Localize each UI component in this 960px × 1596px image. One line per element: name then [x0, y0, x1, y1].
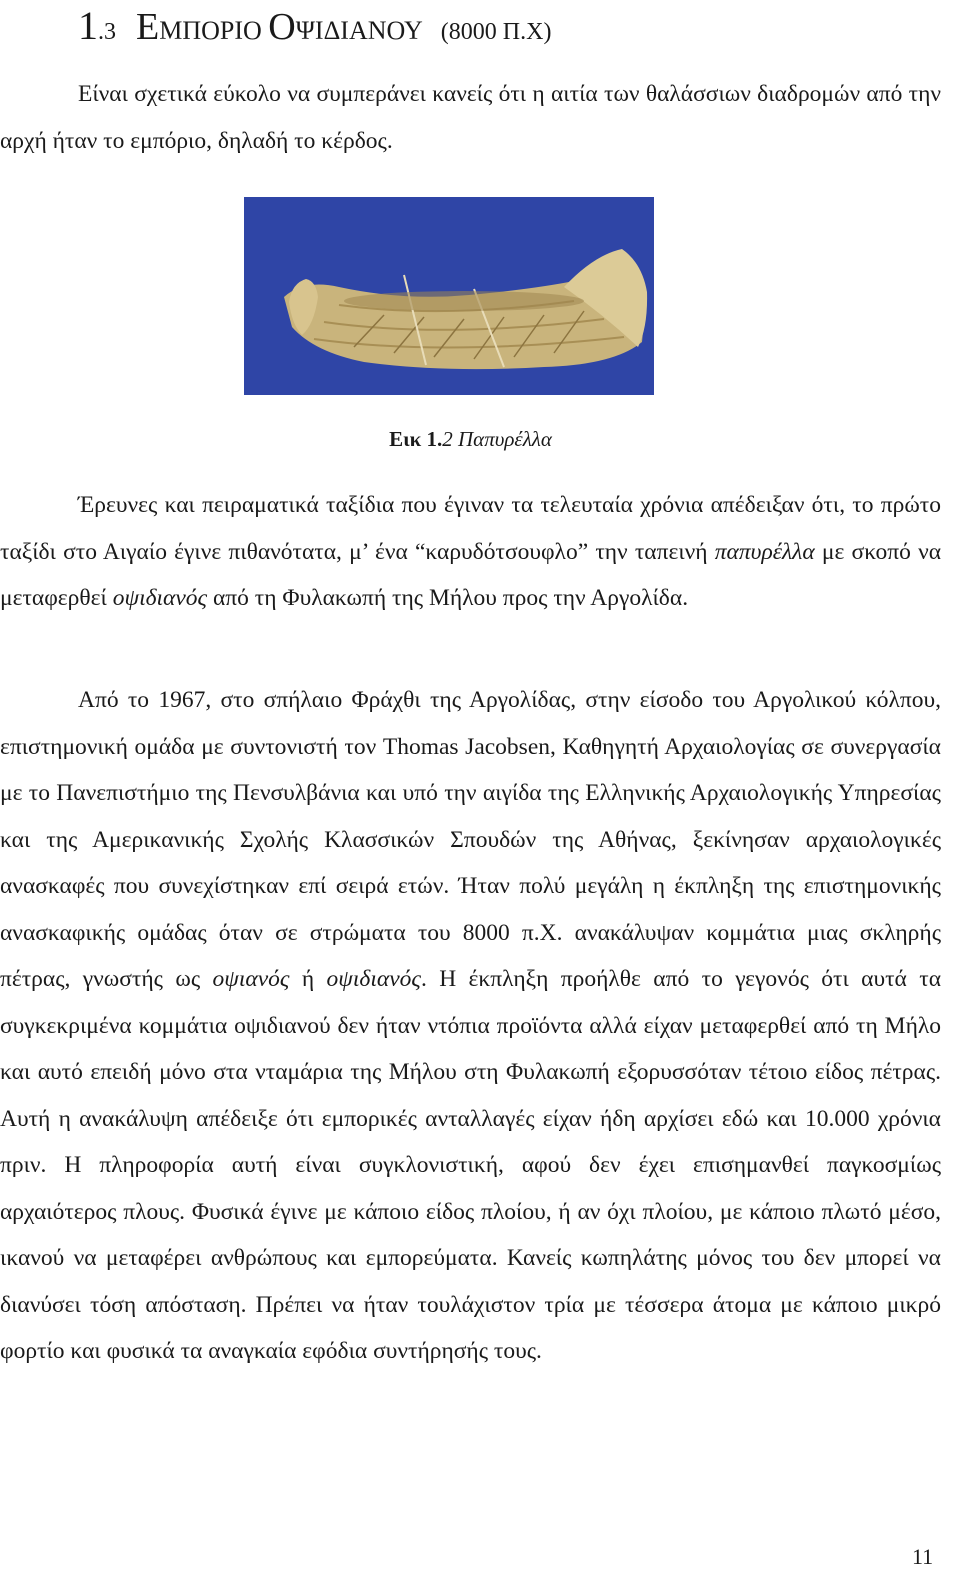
heading-title-initial-2: Ο [268, 6, 296, 48]
paragraph-excavation [0, 677, 941, 1375]
heading-date: (8000 Π.Χ) [440, 19, 552, 45]
paragraph-intro [0, 71, 941, 164]
heading-number: 1 [78, 3, 98, 48]
page-number: 11 [912, 1544, 934, 1569]
paragraph-intro-text: Είναι σχετικά εύκολο να συμπεράνει κανείς ότι η αιτία των θαλάσσιων διαδρομών από την αρχή ήταν το εμπόριο, δηλαδή το κέρδος. [0, 81, 941, 154]
paragraph-research [0, 482, 941, 622]
paragraph-research-text-1: Έρευνες και πειραματικά ταξίδια που έγιναν τα τελευταία χρόνια απέδειξαν ότι, το πρώτο ταξίδι στο Αιγαίο έγινε πιθανότατα, μ’ ένα “καρυδότσουφλο” την ταπεινή [0, 492, 941, 565]
paragraph-excavation-text-2: ή [289, 966, 327, 992]
term-obsidian: οψιδιανός [112, 585, 208, 611]
figure-caption [0, 424, 941, 454]
paragraph-research-text-3: από τη Φυλακωπή της Μήλου προς την Αργολίδα. [207, 585, 689, 611]
section-heading [78, 3, 552, 48]
paragraph-excavation-text-3: . Η έκπληξη προήλθε από το γεγονός ότι αυτά τα συγκεκριμένα κομμάτια οψιδιανού δεν ήταν ντόπια προϊόντα αλλά είχαν μεταφερθεί από τη Μήλο και αυτό επειδή μόνο στα νταμάρια της Μήλου στη Φυλακωπή εξορυσσόταν τέτοιο είδος πέτρας. Αυτή η ανακάλυψη απέδειξε ότι εμπορικές ανταλλαγές είχαν ήδη αρχίσει εδώ και 10.000 χρόνια πριν. Η πληροφορία αυτή είναι συγκλονιστική, αφού δεν έχει επισημανθεί παγκοσμίως αρχαιότερος πλους. Φυσικά έγινε με κάποιο είδος πλοίου, ή αν όχι πλοίου, με κάποιο πλωτό μέσο, ικανού να μεταφέρει ανθρώπους και εμπορεύματα. Κανείς κωπηλάτης μόνος του δεν μπορεί να διανύσει τόση απόσταση. Πρέπει να ήταν τουλάχιστον τρία με τέσσερα άτομα με κάποιο μικρό φορτίο και φυσικά τα αναγκαία εφόδια συντήρησής τους. [0, 966, 942, 1364]
heading-title-rest-1: ΜΠΟΡΙΟ [159, 16, 269, 45]
term-opsidianos: οψιδιανός [326, 966, 421, 992]
papyrella-boat-photo [244, 197, 654, 395]
caption-text: 2 Παπυρέλλα [442, 427, 552, 451]
caption-label: Εικ 1. [389, 427, 443, 451]
paragraph-excavation-text-1: Από το 1967, στο σπήλαιο Φράχθι της Αργολίδας, στην είσοδο του Αργολικού κόλπου, επιστημονική ομάδα με συντονιστή τον Thomas Jacobsen, Καθηγητή Αρχαιολογίας σε συνεργασία με το Πανεπιστήμιο της Πενσυλβάνια και υπό την αιγίδα της Ελληνικής Αρχαιολογικής Υπηρεσίας και της Αμερικανικής Σχολής Κλασσικών Σπουδών της Αθήνας, ξεκίνησαν αρχαιολογικές ανασκαφές που συνεχίστηκαν επί σειρά ετών. Ήταν πολύ μεγάλη η έκπληξη της επιστημονικής ανασκαφικής ομάδας όταν σε στρώματα του 8000 π.Χ. ανακάλυψαν κομμάτια μιας σκληρής πέτρας, γνωστής ως [0, 687, 941, 992]
boat-cavity [344, 291, 584, 311]
term-papyrella: παπυρέλλα [714, 538, 815, 565]
paragraph-research-text-2: με σκοπό να μεταφερθεί [0, 538, 942, 611]
papyrella-boat-illustration [244, 197, 654, 395]
heading-title-initial-1: Ε [136, 6, 160, 48]
heading-subnumber: .3 [98, 19, 116, 45]
heading-title-rest-2: ΨΙΔΙΑΝΟΥ [295, 16, 423, 45]
term-opsianos: οψιανός [212, 966, 290, 992]
